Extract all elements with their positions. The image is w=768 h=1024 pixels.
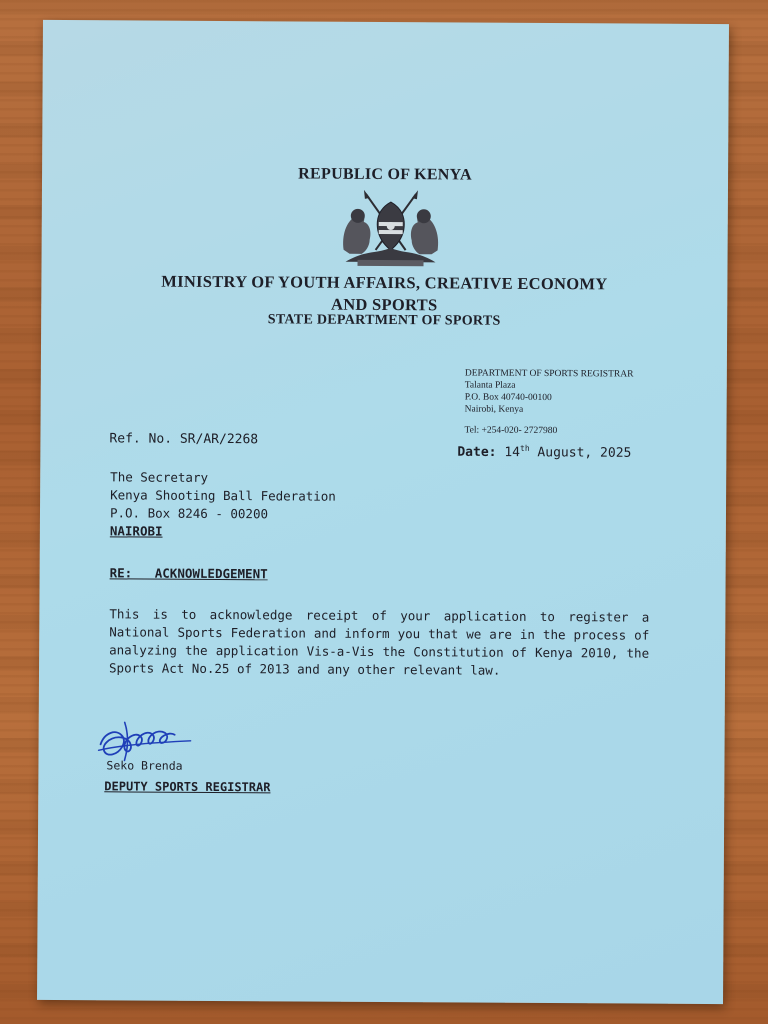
registrar-telephone: Tel: +254-020- 2727980 bbox=[464, 425, 558, 437]
registrar-po-box: P.O. Box 40740-00100 bbox=[464, 392, 552, 404]
recipient-line-2: Kenya Shooting Ball Federation bbox=[110, 487, 336, 504]
registrar-department: DEPARTMENT OF SPORTS REGISTRAR bbox=[464, 368, 634, 380]
ministry-line-1: MINISTRY OF YOUTH AFFAIRS, CREATIVE ECONOMY bbox=[161, 271, 608, 294]
state-department-heading: STATE DEPARTMENT OF SPORTS bbox=[267, 312, 501, 329]
date-suffix: th bbox=[519, 443, 530, 453]
subject-line: RE: ACKNOWLEDGEMENT bbox=[109, 565, 268, 582]
letter-paper bbox=[37, 20, 729, 1004]
recipient-address bbox=[110, 468, 336, 541]
date-label: Date: bbox=[457, 444, 497, 461]
recipient-line-3: P.O. Box 8246 - 00200 bbox=[109, 505, 269, 522]
date-month-year: August, 2025 bbox=[537, 445, 632, 461]
kenya-coat-of-arms-icon bbox=[335, 188, 445, 269]
date-day: 14 bbox=[504, 445, 521, 461]
ministry-line-2: AND SPORTS bbox=[330, 294, 438, 315]
letter-date bbox=[457, 443, 631, 460]
recipient-city: NAIROBI bbox=[109, 523, 163, 539]
reference-number: Ref. No. SR/AR/2268 bbox=[109, 431, 259, 448]
letter-body: This is to acknowledge receipt of your application to register a National Sports Federation and inform you that we are in the process of analyzing the application Vis-a-Vis the Constitution of Kenya 2010, the Sports Act No.25 of 2013 and any other relevant law. bbox=[108, 606, 650, 678]
signer-title: DEPUTY SPORTS REGISTRAR bbox=[104, 779, 271, 795]
registrar-city: Nairobi, Kenya bbox=[464, 404, 524, 415]
signer-name: Seko Brenda bbox=[106, 758, 183, 773]
registrar-address-block bbox=[464, 367, 633, 437]
recipient-line-1: The Secretary bbox=[110, 469, 209, 485]
registrar-building: Talanta Plaza bbox=[464, 380, 516, 391]
republic-heading: REPUBLIC OF KENYA bbox=[298, 165, 472, 184]
